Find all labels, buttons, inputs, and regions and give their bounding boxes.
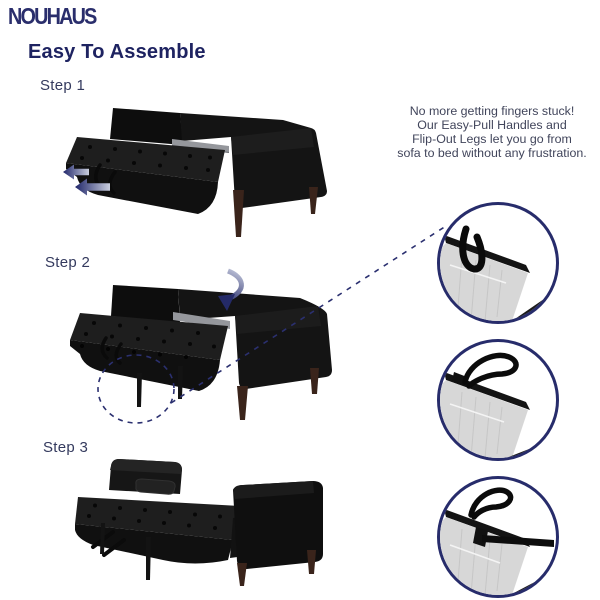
step-1-label: Step 1 — [40, 77, 86, 94]
flip-out-leg — [137, 373, 142, 407]
detail-circle-handle-folded — [437, 202, 559, 324]
easy-pull-handle-extended — [465, 355, 516, 386]
callout-line-4: sofa to bed without any frustration. — [397, 146, 587, 160]
step-1-sofa-illustration — [20, 95, 340, 245]
detail-illustration-flip-out-leg — [440, 479, 556, 595]
wood-leg-rear — [310, 368, 319, 394]
detail-circle-flip-out-leg — [437, 476, 559, 598]
bolster-pillow — [136, 479, 175, 494]
step-2-label: Step 2 — [45, 254, 91, 271]
wood-leg-front — [237, 563, 247, 586]
brand-logo: NOUHAUS — [8, 3, 96, 30]
step-3-label: Step 3 — [43, 439, 89, 456]
callout-paragraph — [376, 104, 600, 160]
detail-circle-handle-extended — [437, 339, 559, 461]
step-2-sofa-illustration — [28, 268, 368, 433]
callout-line-3: Flip-Out Legs let you go from — [412, 132, 572, 146]
detail-illustration-handle-folded — [440, 205, 556, 321]
wood-leg-front — [233, 190, 244, 237]
metal-leg — [146, 537, 151, 580]
step-3-sofa-illustration — [35, 448, 365, 598]
detail-illustration-handle-extended — [440, 342, 556, 458]
sofa-shadow-wedge — [512, 299, 556, 321]
wood-leg-front — [237, 386, 248, 420]
page-title: Easy To Assemble — [28, 41, 206, 63]
flip-out-leg — [178, 366, 183, 399]
callout-line-2: Our Easy-Pull Handles and — [417, 118, 567, 132]
callout-line-1: No more getting fingers stuck! — [409, 104, 575, 118]
wood-leg-rear — [309, 187, 318, 214]
wood-leg-rear — [307, 550, 316, 574]
easy-pull-handle — [471, 490, 511, 517]
